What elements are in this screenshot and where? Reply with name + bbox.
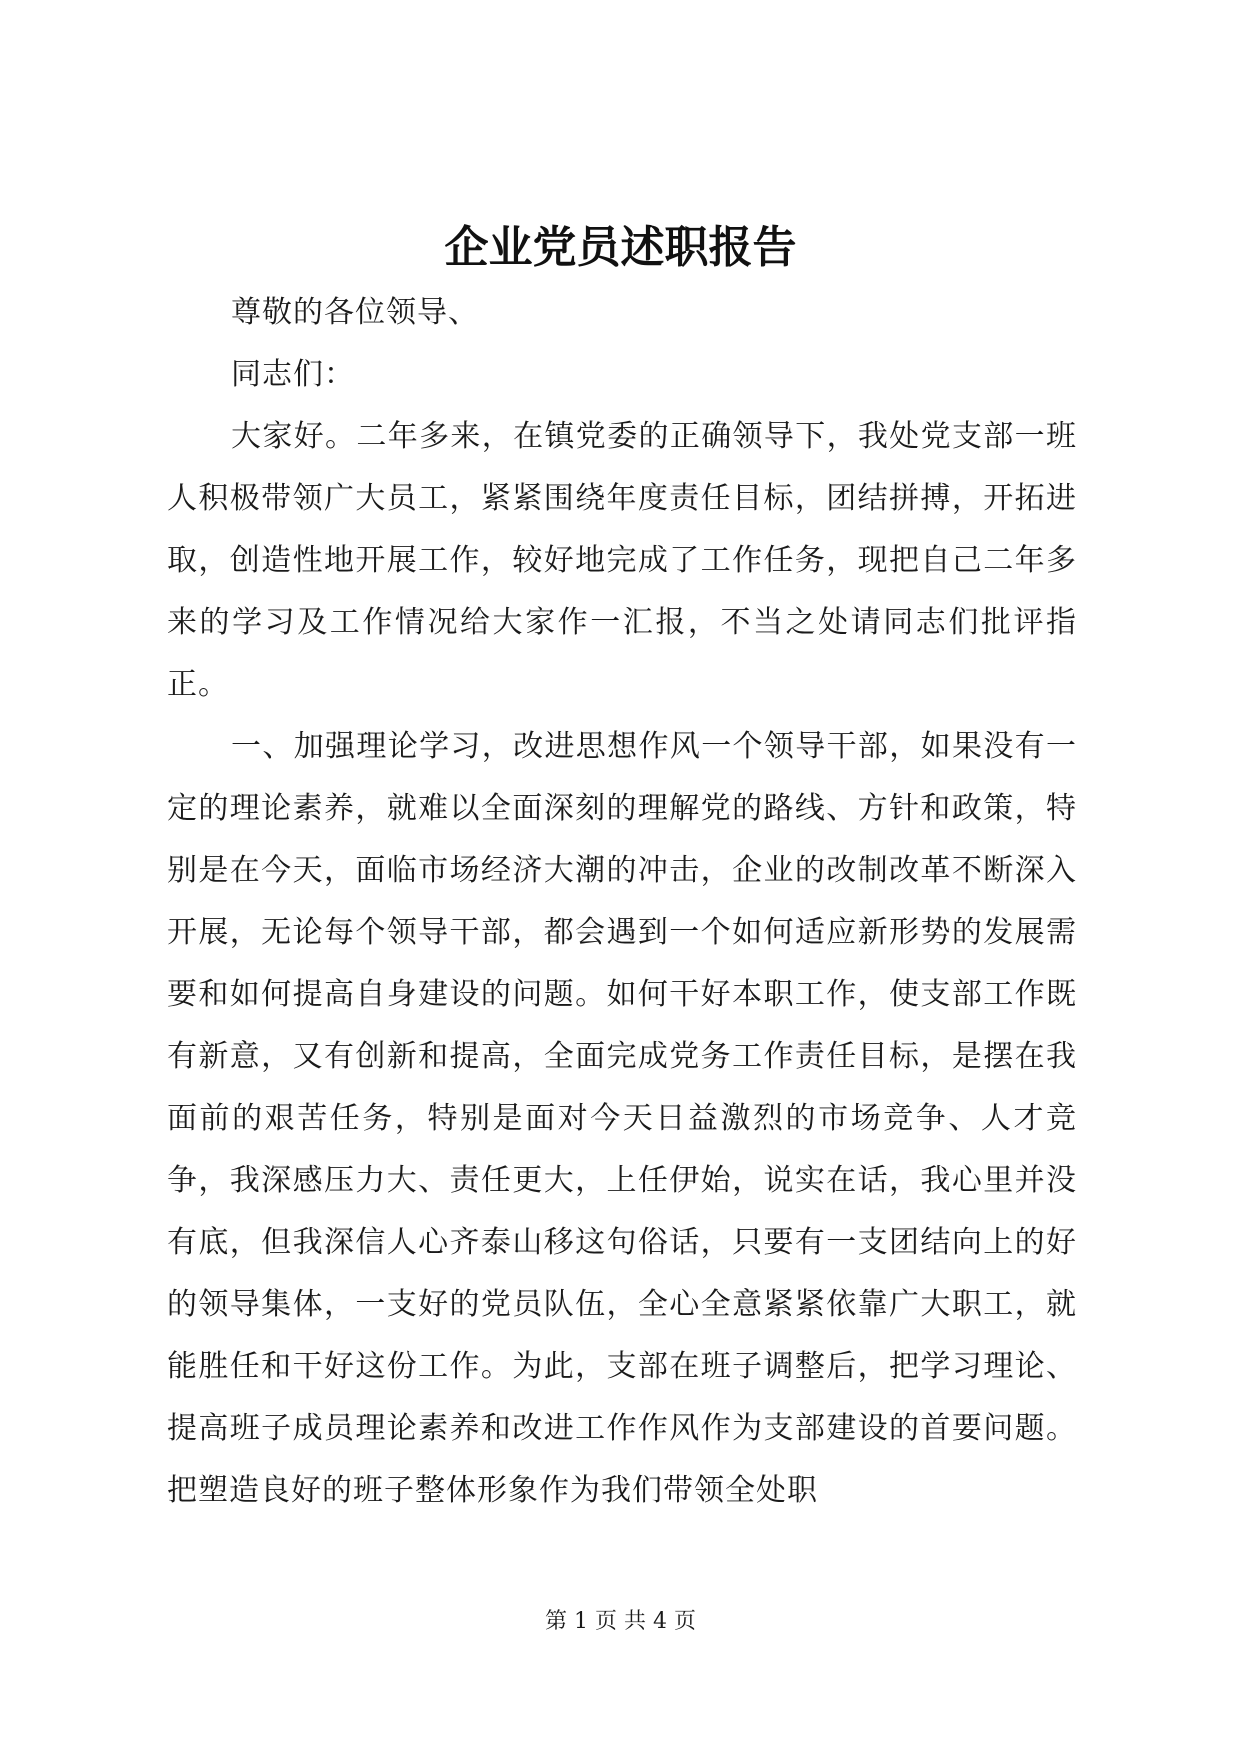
document-title: 企业党员述职报告: [444, 222, 797, 273]
document-body: [167, 282, 1077, 1522]
paragraph-section-1: 一、加强理论学习，改进思想作风一个领导干部，如果没有一定的理论素养，就难以全面深刻的理解党的路线、方针和政策，特别是在今天，面临市场经济大潮的冲击，企业的改制改革不断深入开展，无论每个领导干部，都会遇到一个如何适应新形势的发展需要和如何提高自身建设的问题。如何干好本职工作，使支部工作既有新意，又有创新和提高，全面完成党务工作责任目标，是摆在我面前的艰苦任务，特别是面对今天日益激烈的市场竞争、人才竞争，我深感压力大、责任更大，上任伊始，说实在话，我心里并没有底，但我深信人心齐泰山移这句俗话，只要有一支团结向上的好的领导集体，一支好的党员队伍，全心全意紧紧依靠广大职工，就能胜任和干好这份工作。为此，支部在班子调整后，把学习理论、提高班子成员理论素养和改进工作作风作为支部建设的首要问题。把塑造良好的班子整体形象作为我们带领全处职: [167, 729, 1077, 1508]
paragraph-intro: 大家好。二年多来，在镇党委的正确领导下，我处党支部一班人积极带领广大员工，紧紧围绕年度责任目标，团结拼搏，开拓进取，创造性地开展工作，较好地完成了工作任务，现把自己二年多来的学习及工作情况给大家作一汇报，不当之处请同志们批评指正。: [167, 419, 1077, 702]
page-footer: 第 1 页 共 4 页: [545, 1609, 696, 1634]
salutation-line-2: 同志们：: [231, 357, 355, 392]
salutation-line-1: 尊敬的各位领导、: [231, 295, 479, 330]
